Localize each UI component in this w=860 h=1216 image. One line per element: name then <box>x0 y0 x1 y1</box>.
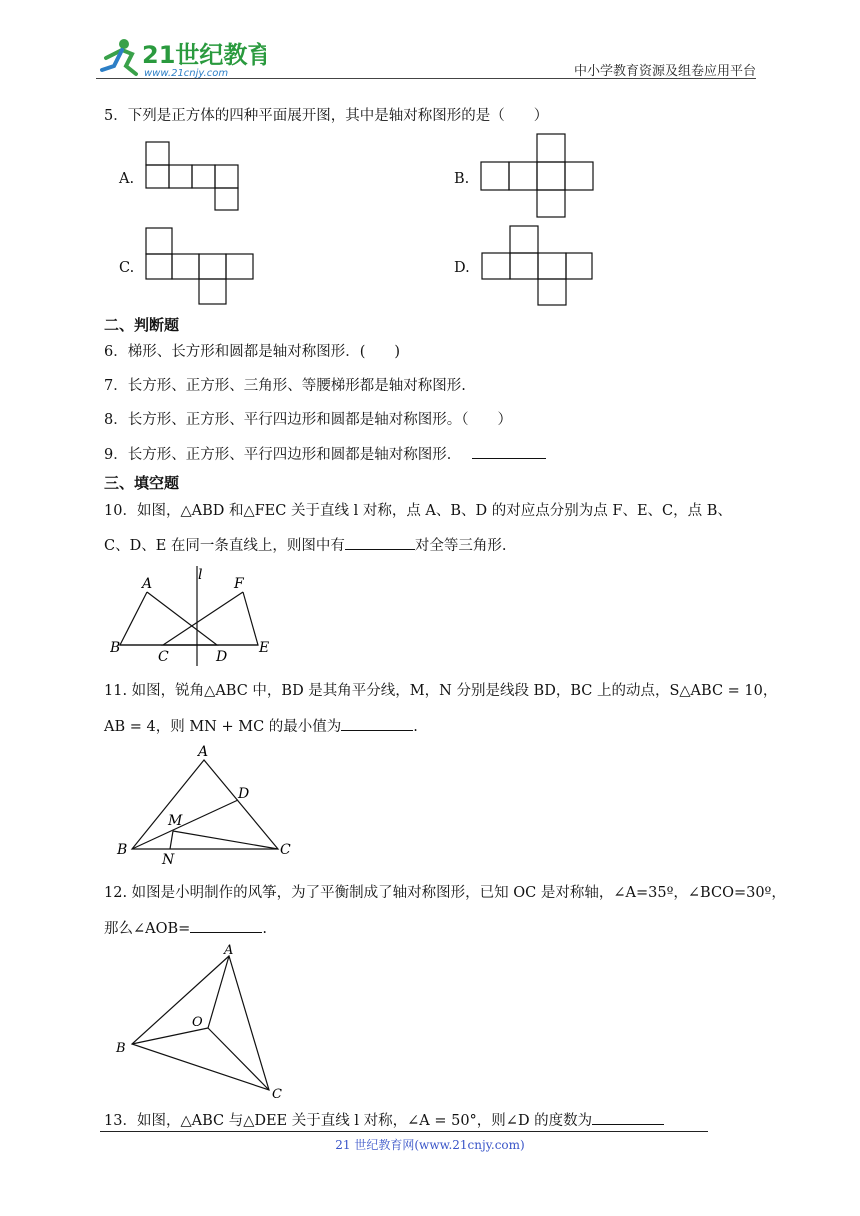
logo-text: 21世纪教育 <box>142 41 266 69</box>
question-11-text: AB = 4，则 MN + MC 的最小值为 <box>104 719 342 735</box>
runner-icon <box>102 39 136 74</box>
question-10-line-2 <box>104 535 507 556</box>
figure-q12 <box>112 940 292 1100</box>
logo-url: www.21cnjy.com <box>144 68 229 79</box>
question-6: 6．梯形、长方形和圆都是轴对称图形．( ) <box>104 344 401 360</box>
cube-net-b <box>480 133 594 218</box>
answer-blank[interactable] <box>472 444 546 459</box>
point-label-e: E <box>259 640 270 656</box>
option-d-label: D. <box>454 260 470 276</box>
cube-net-c <box>145 227 255 305</box>
question-7: 7．长方形、正方形、三角形、等腰梯形都是轴对称图形. <box>104 378 466 394</box>
point-label-n: N <box>162 852 175 866</box>
section-2-title: 二、判断题 <box>104 316 180 334</box>
header-divider <box>96 78 756 79</box>
question-12-text: 那么∠AOB= <box>104 921 191 937</box>
cube-net-a <box>145 141 241 211</box>
point-label-c: C <box>280 842 291 858</box>
question-9-text: 9．长方形、正方形、平行四边形和圆都是轴对称图形． <box>104 447 462 463</box>
question-9 <box>104 444 546 465</box>
point-label-a: A <box>142 576 153 592</box>
question-11-line-1: 11. 如图，锐角△ABC 中，BD 是其角平分线，M，N 分别是线段 BD，BC 上的动点，S△ABC = 10， <box>104 683 778 699</box>
question-13-text: 13．如图，△ABC 与△DEE 关于直线 l 对称，∠A = 50°，则∠D 的度数为 <box>104 1113 593 1129</box>
point-label-d: D <box>216 649 228 665</box>
point-label-f: F <box>234 576 244 592</box>
option-c-label: C. <box>119 260 135 276</box>
figure-q11 <box>112 742 298 866</box>
question-12-tail: . <box>262 921 267 937</box>
point-label-d: D <box>238 786 250 802</box>
figure-q10 <box>110 562 280 668</box>
point-label-b: B <box>110 640 121 656</box>
section-3-title: 三、填空题 <box>104 474 180 492</box>
question-5-stem: 5．下列是正方体的四种平面展开图，其中是轴对称图形的是（ ） <box>104 108 549 124</box>
question-13 <box>104 1110 664 1131</box>
site-logo <box>96 36 266 80</box>
question-8: 8．长方形、正方形、平行四边形和圆都是轴对称图形。（ ） <box>104 412 512 428</box>
point-label-o: O <box>192 1015 203 1030</box>
line-label-l: l <box>198 567 203 583</box>
footer-text: 21 世纪教育网(www.21cnjy.com) <box>335 1138 525 1152</box>
point-label-m: M <box>168 813 183 829</box>
question-11-tail: . <box>413 719 418 735</box>
point-label-a: A <box>198 744 209 760</box>
answer-blank[interactable] <box>341 716 413 731</box>
question-10-tail: 对全等三角形. <box>414 538 507 554</box>
cube-net-d <box>481 225 593 306</box>
footer-divider <box>100 1131 708 1132</box>
point-label-b: B <box>117 842 128 858</box>
point-label-c: C <box>158 649 169 665</box>
question-12-line-2 <box>104 918 267 939</box>
answer-blank[interactable] <box>592 1110 664 1125</box>
point-label-b: B <box>116 1041 126 1056</box>
answer-blank[interactable] <box>345 535 415 550</box>
point-label-c: C <box>272 1087 282 1100</box>
question-12-line-1: 12. 如图是小明制作的风筝，为了平衡制成了轴对称图形，已知 OC 是对称轴，∠A=35º，∠BCO=30º， <box>104 885 786 901</box>
question-11-line-2 <box>104 716 418 737</box>
option-b-label: B. <box>454 171 470 187</box>
question-10-line-1: 10．如图，△ABD 和△FEC 关于直线 l 对称，点 A、B、D 的对应点分别为点 F、E、C，点 B、 <box>104 503 732 519</box>
header-platform-name: 中小学教育资源及组卷应用平台 <box>573 64 756 79</box>
point-label-a: A <box>224 943 234 958</box>
answer-blank[interactable] <box>190 918 262 933</box>
option-a-label: A. <box>119 171 135 187</box>
question-10-text: C、D、E 在同一条直线上，则图中有 <box>104 538 345 554</box>
